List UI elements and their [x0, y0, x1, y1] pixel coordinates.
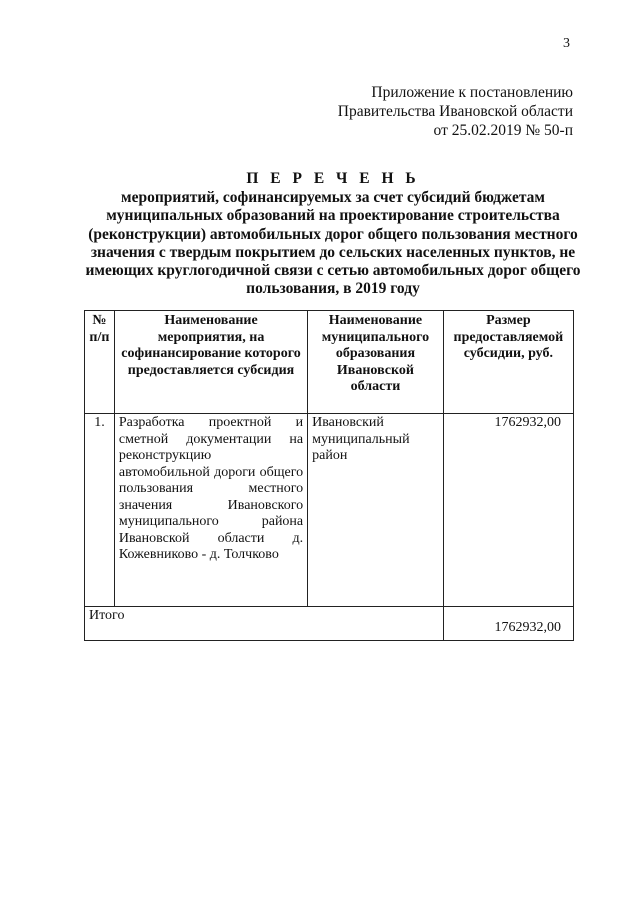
- table-header-row: [85, 311, 574, 414]
- annex-block: [338, 83, 573, 140]
- document-title: П Е Р Е Ч Е Н Ь: [246, 170, 420, 187]
- header-num: № п/п: [85, 311, 115, 414]
- header-event: Наименование мероприятия, на софинансирование которого предоставляется субсидия: [114, 311, 307, 414]
- document-subtitle: мероприятий, софинансируемых за счет субсидий бюджетам муниципальных образований на проектирование строительства (реконструкции) автомобильных дорог общего пользования местного значения с твердым покрытием до сельских населенных пунктов, не имеющих круглогодичной связи с сетью автомобильных дорог общего пользования, в 2019 году: [85, 189, 581, 298]
- subsidy-table: [84, 310, 574, 641]
- table-total-row: [85, 607, 574, 641]
- table-row: [85, 414, 574, 607]
- annex-line-1: Приложение к постановлению: [371, 84, 573, 101]
- annex-line-2: Правительства Ивановской области: [337, 103, 573, 120]
- annex-line-3: от 25.02.2019 № 50-п: [433, 122, 573, 139]
- row-event: Разработка проектной и сметной документации на реконструкцию автомобильной дороги общего пользования местного значения Ивановского муниципального района Ивановской области д. Кожевниково - д. Толчково: [114, 414, 307, 607]
- total-label: Итого: [85, 607, 444, 641]
- header-amount: Размер предоставляемой субсидии, руб.: [443, 311, 573, 414]
- row-num: 1.: [85, 414, 115, 607]
- row-municipality: Ивановский муниципальный район: [308, 414, 444, 607]
- header-municipality: Наименование муниципального образования Ивановской области: [308, 311, 444, 414]
- row-amount: 1762932,00: [443, 414, 573, 607]
- page-number: 3: [563, 36, 570, 51]
- total-amount: 1762932,00: [443, 607, 573, 641]
